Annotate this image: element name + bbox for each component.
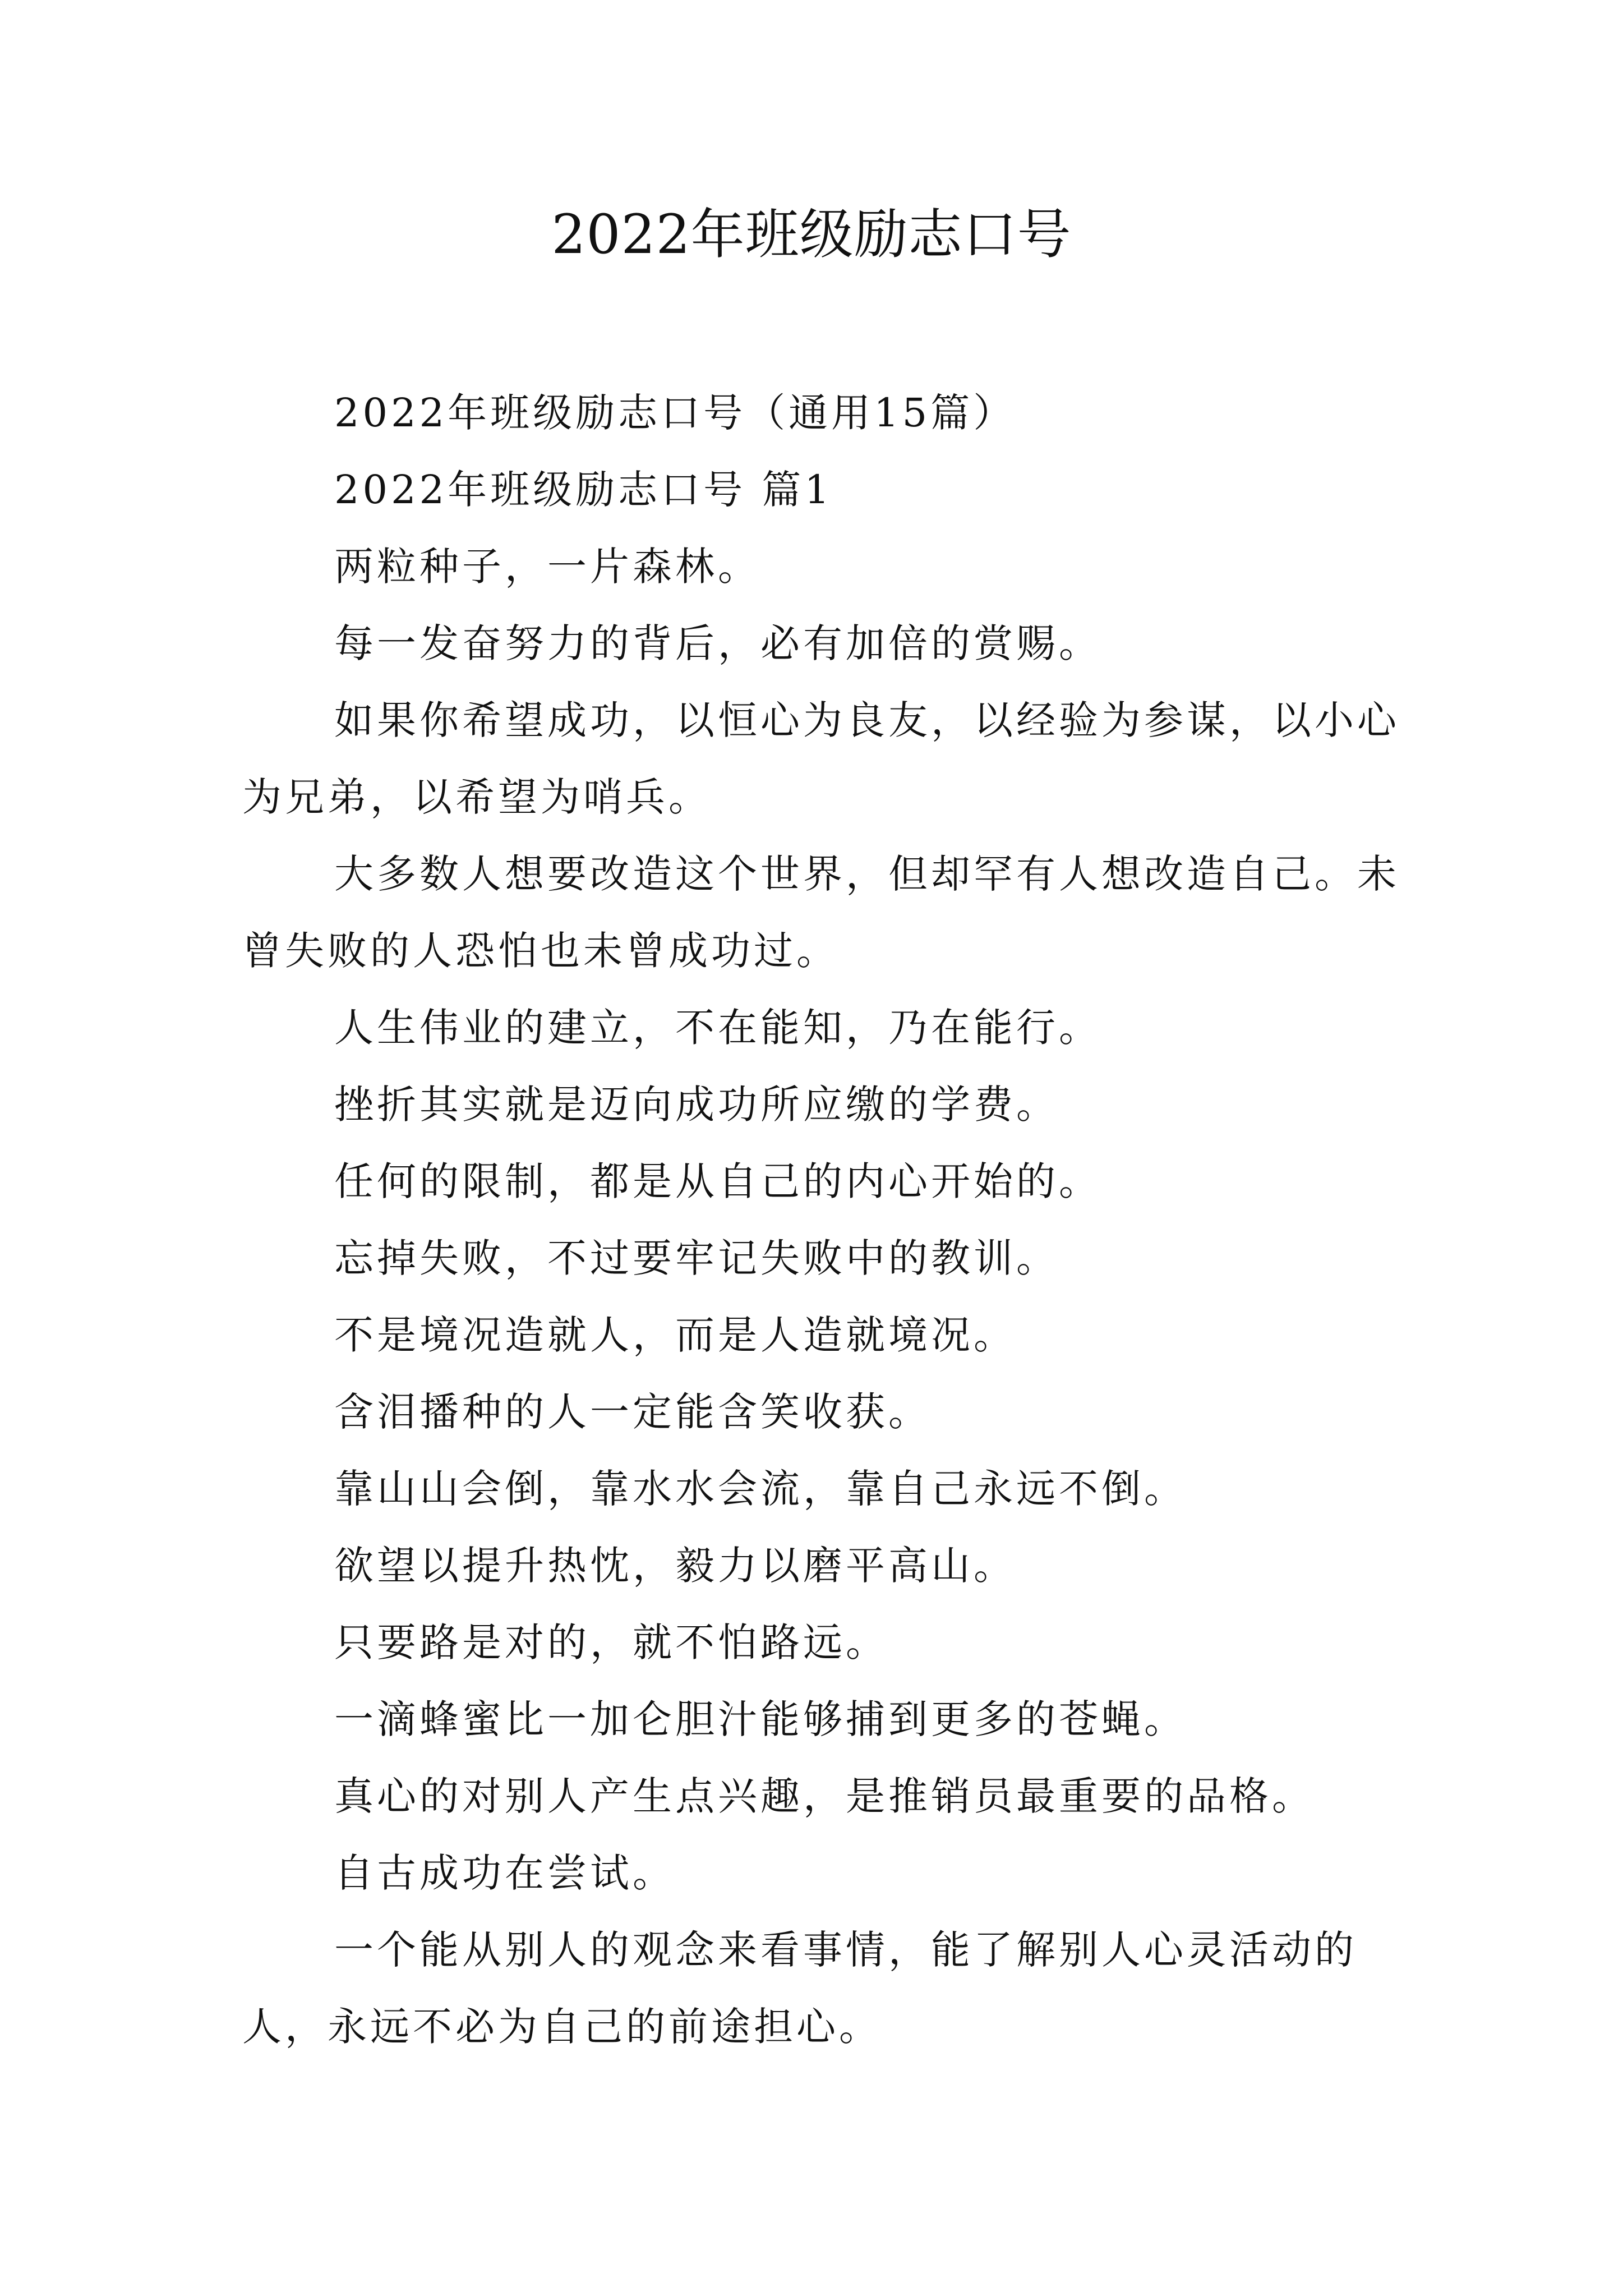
paragraph: 两粒种子，一片森林。 [334,544,760,590]
document-body [242,375,1409,2065]
paragraph: 靠山山会倒，靠水水会流，靠自己永远不倒。 [334,1466,1187,1512]
paragraph: 大多数人想要改造这个世界，但却罕有人想改造自己。未曾失败的人恐怕也未曾成功过。 [242,851,1400,974]
paragraph: 任何的限制，都是从自己的内心开始的。 [334,1158,1101,1204]
paragraph: 含泪播种的人一定能含笑收获。 [334,1389,931,1435]
paragraph: 欲望以提升热忱，毅力以磨平高山。 [334,1543,1016,1589]
paragraph: 一个能从别人的观念来看事情，能了解别人心灵活动的人，永远不必为自己的前途担心。 [242,1927,1357,2050]
section-heading: 2022年班级励志口号 篇1 [334,467,833,513]
paragraph: 忘掉失败，不过要牢记失败中的教训。 [334,1235,1059,1281]
paragraph: 如果你希望成功，以恒心为良友，以经验为参谋，以小心为兄弟，以希望为哨兵。 [242,697,1400,820]
paragraph: 自古成功在尝试。 [334,1850,675,1896]
paragraph: 每一发奋努力的背后，必有加倍的赏赐。 [334,620,1101,666]
paragraph: 一滴蜂蜜比一加仑胆汁能够捕到更多的苍蝇。 [334,1696,1187,1742]
paragraph: 人生伟业的建立，不在能知，乃在能行。 [334,1005,1101,1051]
paragraph: 只要路是对的，就不怕路远。 [334,1619,888,1665]
paragraph: 挫折其实就是迈向成功所应缴的学费。 [334,1082,1059,1128]
paragraph: 真心的对别人产生点兴趣，是推销员最重要的品格。 [334,1773,1315,1819]
subtitle-paragraph: 2022年班级励志口号（通用15篇） [334,390,1016,436]
paragraph: 不是境况造就人，而是人造就境况。 [334,1312,1016,1358]
document-title: 2022年班级励志口号 [551,203,1072,266]
